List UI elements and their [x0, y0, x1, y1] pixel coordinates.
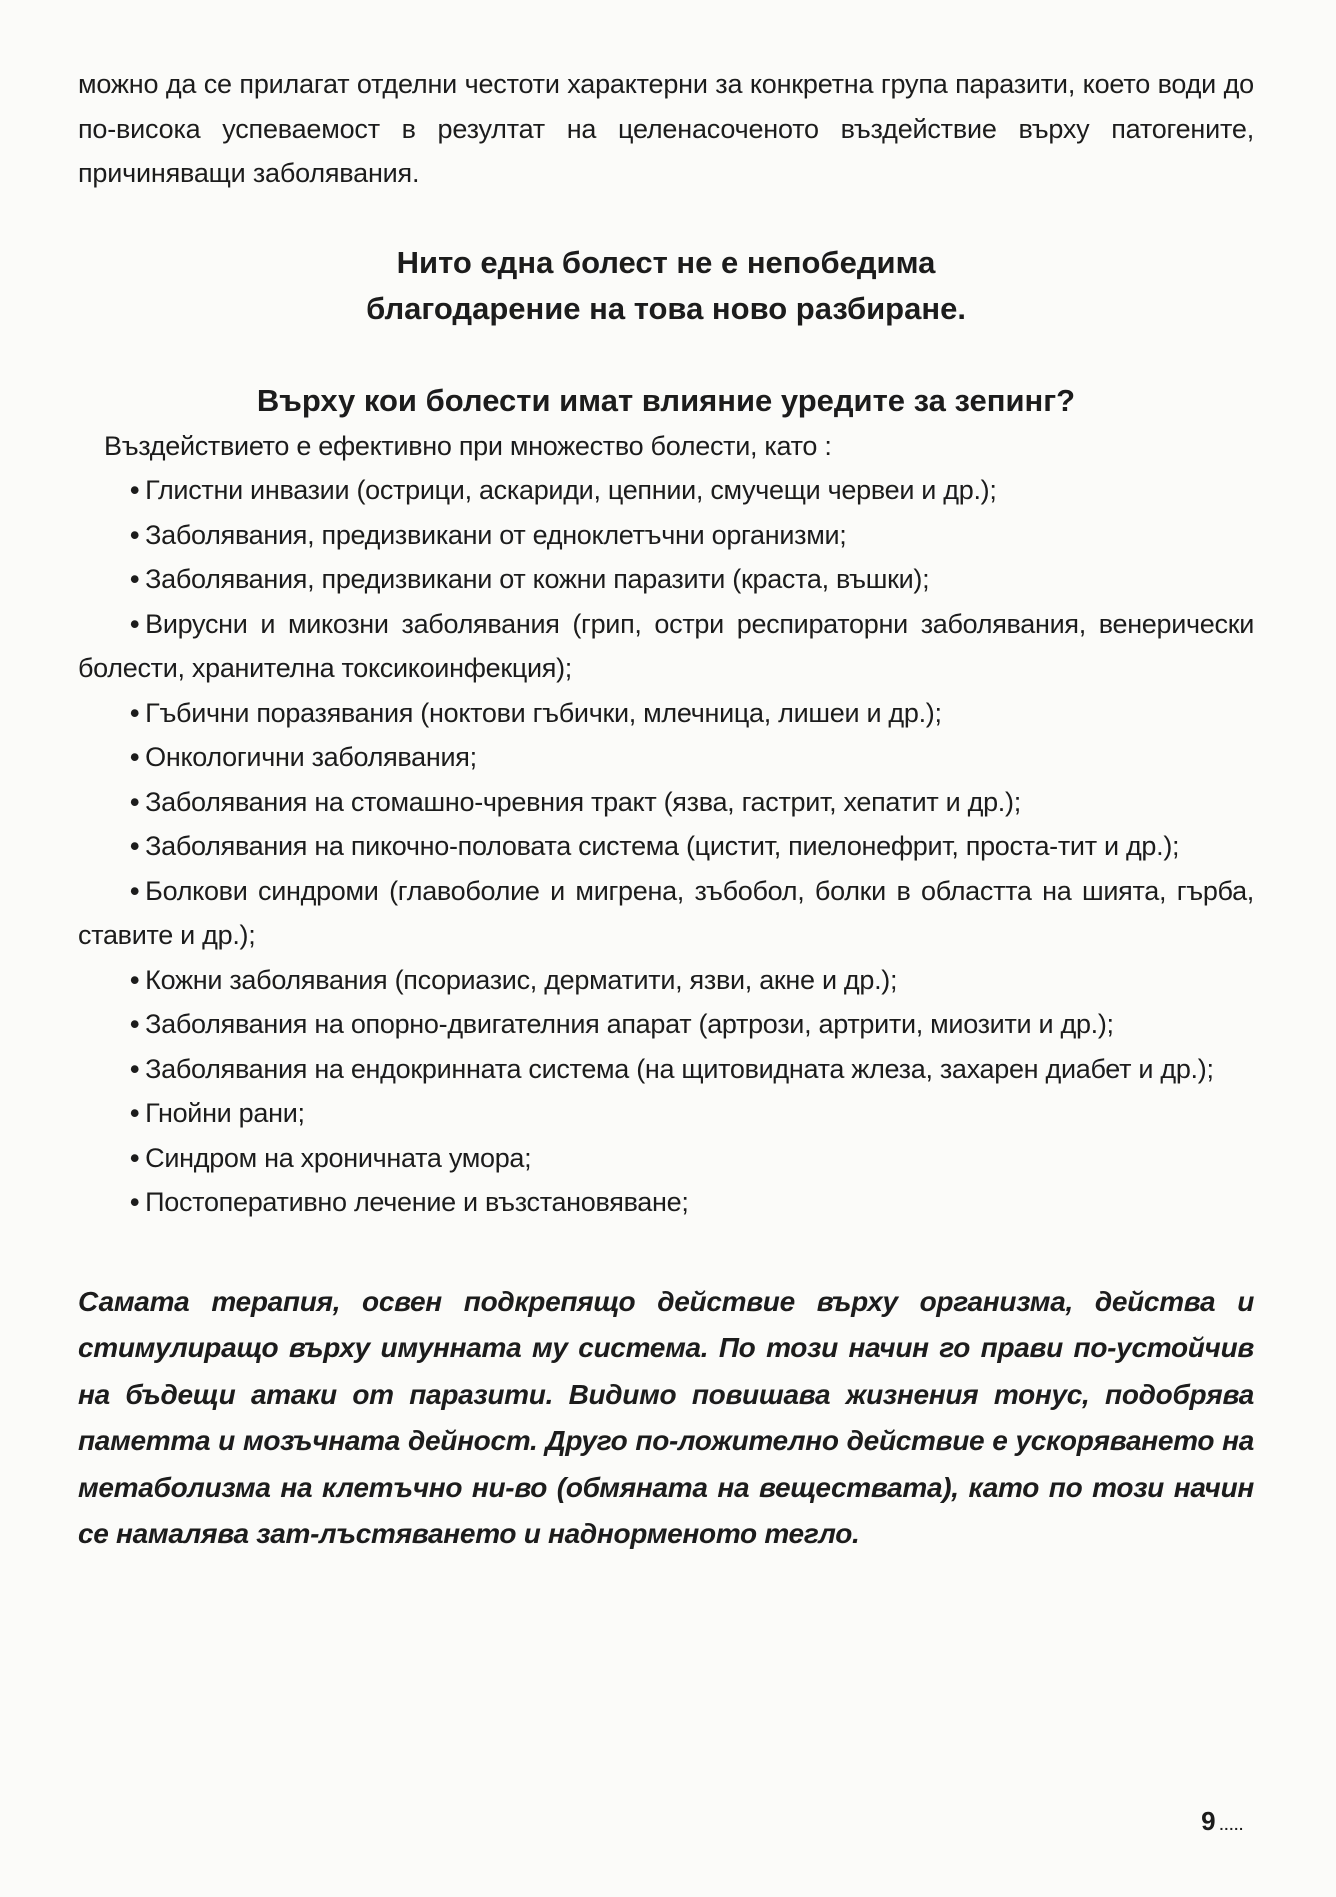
bullet-icon: • [130, 831, 140, 861]
headline-line-2: благодарение на това ново разбиране. [366, 290, 966, 326]
list-item [78, 735, 1254, 780]
bullet-icon: • [130, 1053, 140, 1084]
list-item [78, 602, 1254, 691]
list-item-text: Глистни инвазии (острици, аскариди, цепнии, смучещи червеи и др.); [145, 475, 997, 505]
bullet-icon: • [130, 786, 140, 817]
list-item-text: Вирусни и микозни заболявания (грип, остри респираторни заболявания, венерически болести, хранителна токсикоинфекция); [78, 608, 1254, 683]
list-item-text: Болкови синдроми (главоболие и мигрена, зъбобол, болки в областта на шията, гърба, ставите и др.); [78, 875, 1254, 950]
list-item-text: Заболявания на стомашно-чревния тракт (язва, гастрит, хепатит и др.); [145, 786, 1021, 817]
headline [78, 240, 1254, 332]
list-item-text: Гнойни рани; [145, 1098, 305, 1128]
list-item-text: Постоперативно лечение и възстановяване; [145, 1187, 689, 1217]
list-item [78, 557, 1254, 602]
bullet-icon: • [130, 875, 140, 906]
bullet-icon: • [130, 519, 140, 550]
page-number-value: 9 [1201, 1806, 1216, 1836]
list-item-text: Заболявания, предизвикани от едноклетъчни организми; [145, 519, 847, 550]
list-item [78, 691, 1254, 736]
list-item [78, 1091, 1254, 1136]
disease-list [78, 468, 1254, 1225]
list-item [78, 468, 1254, 513]
list-item [78, 1047, 1254, 1092]
list-item-text: Заболявания на ендокринната система (на щитовидната жлеза, захарен диабет и др.); [145, 1053, 1214, 1084]
list-item [78, 1180, 1254, 1225]
bullet-icon: • [130, 564, 140, 594]
list-item-text: Заболявания на пикочно-половата система (цистит, пиелонефрит, проста-тит и др.); [145, 831, 1180, 861]
headline-line-1: Нито една болест не е непобедима [396, 244, 936, 280]
list-item [78, 824, 1254, 869]
intro-paragraph: можно да се прилагат отделни честоти характерни за конкретна група паразити, което води до по-висока успеваемост в резултат на целенасоченото въздействие върху патогените, причиняващи заболявания. [78, 69, 1254, 188]
list-item-text: Онкологични заболявания; [145, 742, 477, 772]
list-item-text: Заболявания, предизвикани от кожни паразити (краста, въшки); [145, 564, 930, 594]
bullet-icon: • [130, 1009, 140, 1039]
list-item [78, 869, 1254, 958]
lead-text: Въздействието е ефективно при множество болести, като : [104, 430, 832, 461]
list-item [78, 958, 1254, 1003]
list-item [78, 1136, 1254, 1181]
page-number-dots: ..... [1219, 1817, 1244, 1833]
page-number [1201, 1806, 1244, 1837]
list-item-text: Гъбични поразявания (ноктови гъбички, млечница, лишеи и др.); [145, 697, 942, 728]
bullet-icon: • [130, 475, 140, 505]
bullet-icon: • [130, 608, 140, 639]
bullet-icon: • [130, 1142, 140, 1173]
bullet-icon: • [130, 742, 140, 772]
list-item [78, 513, 1254, 558]
bullet-icon: • [130, 964, 140, 995]
bullet-icon: • [130, 1098, 140, 1128]
closing-paragraph: Самата терапия, освен подкрепящо действие върху организма, действа и стимулиращо върху имунната му система. По този начин го прави по-устойчив на бъдещи атаки от паразити. Видимо повишава жизнения тонус, подобрява паметта и мозъчната дейност. Друго по-ложително действие е ускоряването на метаболизма на клетъчно ни-во (обмяната на веществата), като по този начин се намалява зат-лъстяването и наднорменото тегло. [78, 1285, 1254, 1549]
list-item [78, 1002, 1254, 1047]
document-page [78, 62, 1254, 1558]
list-item-text: Заболявания на опорно-двигателния апарат (артрози, артрити, миозити и др.); [145, 1009, 1114, 1039]
bullet-icon: • [130, 697, 140, 728]
list-item-text: Кожни заболявания (псориазис, дерматити, язви, акне и др.); [145, 964, 898, 995]
list-item [78, 780, 1254, 825]
list-item-text: Синдром на хроничната умора; [145, 1142, 532, 1173]
bullet-icon: • [130, 1187, 140, 1217]
subheading: Върху кои болести имат влияние уредите за зепинг? [256, 382, 1076, 418]
